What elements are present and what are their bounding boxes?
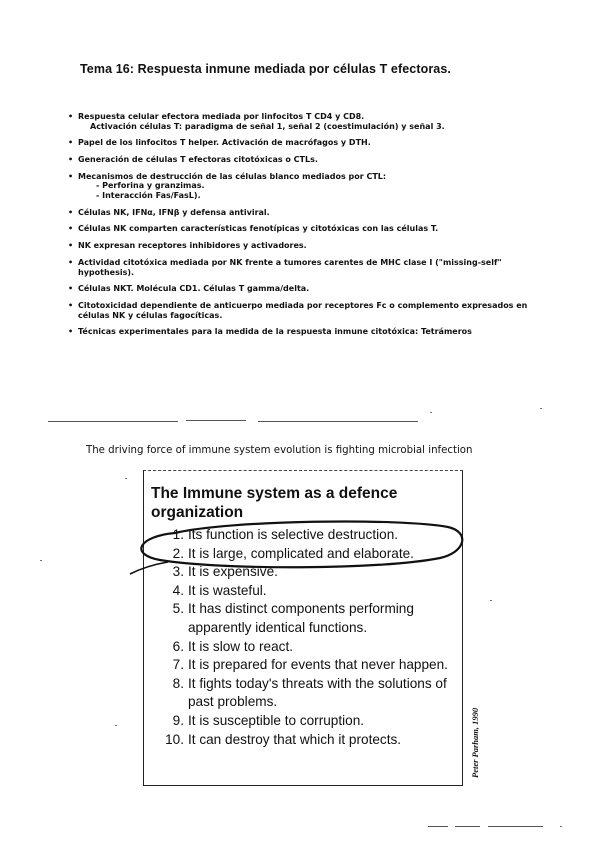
driving-force-caption: The driving force of immune system evolution is fighting microbial infection: [86, 445, 473, 456]
item-text: It is wasteful.: [188, 582, 267, 598]
page-title: Tema 16: Respuesta inmune mediada por células T efectoras.: [80, 62, 451, 76]
item-number: 8.: [172, 675, 184, 691]
topic-text: Actividad citotóxica mediada por NK frente a tumores carentes de MHC clase I ("missing-self" hypothesis).: [78, 258, 502, 277]
item-text: It is susceptible to corruption.: [188, 712, 365, 728]
item-number: 5.: [172, 601, 184, 617]
scan-divider-line: [428, 826, 448, 827]
author-credit: Peter Parham, 1990: [470, 707, 480, 778]
topic-text: Células NKT. Molécula CD1. Células T gamma/delta.: [78, 284, 310, 294]
topic-text: NK expresan receptores inhibidores y activadores.: [78, 241, 307, 251]
item-text: It is large, complicated and elaborate.: [188, 545, 414, 561]
topic-text: Generación de células T efectoras citotóxicas o CTLs.: [78, 155, 318, 165]
box-title: The Immune system as a defence organization: [151, 485, 398, 521]
topic-subitem: Activación células T: paradigma de señal 1, señal 2 (coestimulación) y señal 3.: [90, 121, 445, 131]
scan-speck: [560, 826, 562, 827]
item-text: It has distinct components performing apparently identical functions.: [188, 601, 414, 635]
item-text: It can destroy that which it protects.: [188, 731, 402, 747]
item-number: 3.: [172, 564, 184, 580]
scan-divider-line: [488, 826, 543, 827]
topic-text: Citotoxicidad dependiente de anticuerpo mediada por receptores Fc o complemento expresados en células NK y células fagocíticas.: [78, 301, 528, 320]
item-number: 7.: [172, 657, 184, 673]
topic-subitem: - Perforina y granzimas.: [96, 181, 205, 191]
topic-text: Papel de los linfocitos T helper. Activación de macrófagos y DTH.: [78, 138, 371, 148]
topic-text: Mecanismos de destrucción de las células blanco mediados por CTL:: [78, 171, 387, 181]
item-number: 1.: [172, 527, 184, 542]
item-number: 2.: [172, 545, 184, 561]
item-text: It is slow to react.: [188, 638, 294, 654]
item-text: It fights today's threats with the solutions of past problems.: [188, 675, 447, 710]
topic-text: Respuesta celular efectora mediada por linfocitos T CD4 y CD8.: [78, 112, 365, 121]
item-number: 4.: [172, 582, 184, 598]
topic-text: Técnicas experimentales para la medida de la respuesta inmune citotóxica: Tetrámeros: [78, 327, 472, 337]
topic-text: Células NK comparten características fenotípicas y citotóxicas con las células T.: [78, 224, 439, 234]
item-text: Its function is selective destruction.: [188, 527, 399, 542]
topic-subitem: - Interacción Fas/FasL).: [96, 190, 201, 200]
item-number: 10.: [165, 731, 184, 747]
topic-text: Células NK, IFNα, IFNβ y defensa antiviral.: [78, 207, 270, 217]
item-text: It is expensive.: [188, 564, 278, 580]
item-number: 6.: [172, 638, 184, 654]
scan-divider-line: [455, 826, 480, 827]
item-number: 9.: [172, 712, 184, 728]
item-text: It is prepared for events that never happen.: [188, 657, 448, 673]
